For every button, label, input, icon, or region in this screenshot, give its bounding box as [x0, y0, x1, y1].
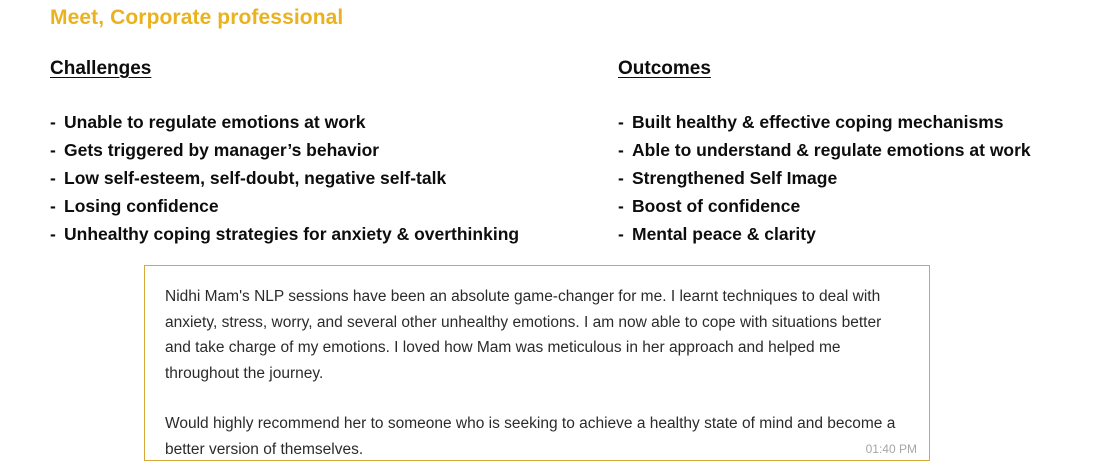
list-item-label: Mental peace & clarity [632, 224, 816, 244]
list-item [618, 192, 1031, 220]
list-item [50, 164, 519, 192]
list-item-label: Low self-esteem, self-doubt, negative self-talk [64, 168, 447, 188]
outcomes-column [618, 58, 1031, 248]
list-item [50, 108, 519, 136]
outcomes-list [618, 108, 1031, 248]
bullet-dash: - [50, 112, 56, 132]
bullet-dash: - [618, 196, 624, 216]
testimonial-paragraph-2: Would highly recommend her to someone who is seeking to achieve a healthy state of mind and become a better version of themselves. [165, 415, 896, 458]
bullet-dash: - [618, 112, 624, 132]
bullet-dash: - [618, 140, 624, 160]
bullet-dash: - [50, 224, 56, 244]
list-item-label: Built healthy & effective coping mechanisms [632, 112, 1004, 132]
bullet-dash: - [50, 140, 56, 160]
challenges-heading: Challenges [50, 58, 152, 79]
list-item [618, 164, 1031, 192]
list-item [618, 136, 1031, 164]
list-item-label: Able to understand & regulate emotions at work [632, 140, 1031, 160]
list-item-label: Unable to regulate emotions at work [64, 112, 366, 132]
page-title: Meet, Corporate professional [50, 6, 344, 29]
list-item-label: Losing confidence [64, 196, 219, 216]
list-item [50, 136, 519, 164]
list-item [50, 220, 519, 248]
list-item-label: Strengthened Self Image [632, 168, 838, 188]
list-item-label: Boost of confidence [632, 196, 801, 216]
list-item [618, 220, 1031, 248]
list-item-label: Unhealthy coping strategies for anxiety & overthinking [64, 224, 520, 244]
testimonial-timestamp: 01:40 PM [865, 442, 917, 456]
list-item [618, 108, 1031, 136]
bullet-dash: - [50, 196, 56, 216]
testimonial-paragraph-1: Nidhi Mam's NLP sessions have been an absolute game-changer for me. I learnt techniques to deal with anxiety, stress, worry, and several other unhealthy emotions. I am now able to cope with situations better and take charge of my emotions. I loved how Mam was meticulous in her approach and helped me throughout the journey. [165, 288, 882, 382]
bullet-dash: - [618, 168, 624, 188]
challenges-column [50, 58, 519, 248]
list-item [50, 192, 519, 220]
list-item-label: Gets triggered by manager’s behavior [64, 140, 380, 160]
challenges-list [50, 108, 519, 248]
bullet-dash: - [618, 224, 624, 244]
testimonial-card [144, 265, 930, 461]
testimonial-body [145, 266, 929, 462]
bullet-dash: - [50, 168, 56, 188]
outcomes-heading: Outcomes [618, 58, 711, 79]
